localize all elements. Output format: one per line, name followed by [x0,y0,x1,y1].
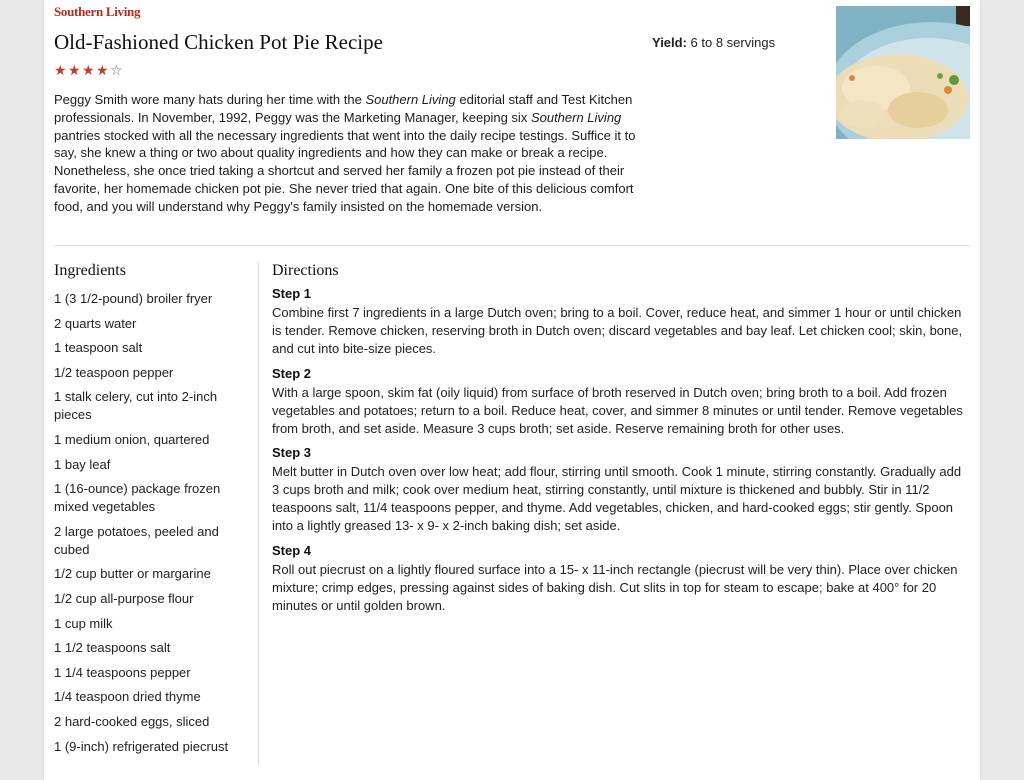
ingredient-item: 1 stalk celery, cut into 2-inch pieces [54,389,218,423]
star-empty-icon: ☆ [110,62,123,78]
ingredient-item: 1 (3 1/2-pound) broiler fryer [54,291,213,306]
intro-text: editorial staff and Test Kitchen professionals. In November, 1992, Peggy was the Marketing Manager, keeping six [54,92,633,125]
yield-value: 6 to 8 servings [690,35,776,50]
ingredient-item: 1/2 cup all-purpose flour [54,590,194,606]
step-text: Combine first 7 ingredients in a large Dutch oven; bring to a boil. Cover, reduce heat, and simmer 1 hour or until chicken is tender. Remove chicken, reserving broth in Dutch oven; discard vegetables and bay leaf. Let chicken cool; skin, bone, and cut into bite-size pieces. [272,305,963,356]
ingredient-item: 1 (9-inch) refrigerated piecrust [54,738,229,754]
yield-label: Yield: [652,35,687,50]
step-label: Step 4 [272,543,312,559]
step-text: With a large spoon, skim fat (oily liquid) from surface of broth reserved in Dutch oven; bring broth to a boil. Add frozen vegetables and potatoes; return to a boil. Reduce heat, cover, and simmer 8 minutes or until tender. Remove vegetables from broth, and set aside. Measure 3 cups broth; set aside. Reserve remaining broth for other uses. [272,384,963,436]
ingredient-item: 1/2 teaspoon pepper [54,364,174,380]
ingredients-list [54,290,244,762]
ingredient-item: 1 medium onion, quartered [54,431,210,447]
ingredient-item: 1/2 cup butter or margarine [54,566,211,582]
direction-step [272,366,970,438]
step-label: Step 1 [272,286,312,301]
intro-italic-text: Southern Living [365,92,456,107]
step-text: Melt butter in Dutch oven over low heat; add flour, stirring until smooth. Cook 1 minute, stirring constantly. Gradually add 3 cups broth and milk; cook over medium heat, stirring constantly, until mixture is thickened and bubbly. Stir in 11/2 teaspoons salt, 11/4 teaspoons pepper, and thyme. Add vegetables, chicken, and hard-cooked eggs; stir gently. Spoon into a lightly greased 13- x 9- x 2-inch baking dish; set aside. [272,464,962,534]
section-divider [54,245,970,246]
ingredient-item: 1 bay leaf [54,456,111,472]
step-label: Step 3 [272,445,312,461]
recipe-title: Old-Fashioned Chicken Pot Pie Recipe [54,30,383,54]
star-filled-icon: ★ [82,62,95,78]
star-rating [54,62,123,78]
brand-logo[interactable]: Southern Living [54,4,141,19]
intro-text: Peggy Smith wore many hats during her time with the [54,92,366,107]
recipe-photo [836,6,970,139]
ingredient-item: 1 1/2 teaspoons salt [54,640,171,656]
step-text: Roll out piecrust on a lightly floured surface into a 15- x 11-inch rectangle (piecrust will be very thin). Place over chicken mixture; crimp edges, pressing against sides of baking dish. Cut slits in top for steam to escape; bake at 400° for 20 minutes or until golden brown. [272,562,958,613]
ingredient-item: 2 hard-cooked eggs, sliced [54,713,210,729]
ingredient-item: 2 quarts water [54,315,137,331]
direction-step [272,286,970,358]
ingredient-item: 2 large potatoes, peeled and cubed [54,523,219,557]
recipe-intro [54,91,638,216]
step-label: Step 2 [272,365,312,381]
star-filled-icon: ★ [68,62,81,78]
chicken-pot-pie-photo [836,6,970,139]
ingredient-item: 1 cup milk [54,615,113,631]
intro-italic-text: Southern Living [530,109,622,125]
ingredient-item: 1/4 teaspoon dried thyme [54,689,201,705]
ingredients-heading: Ingredients [54,262,126,279]
ingredient-item: 1 (16-ounce) package frozen mixed vegetables [54,481,221,515]
star-filled-icon: ★ [96,62,109,78]
direction-step [272,543,970,615]
column-divider [258,262,259,764]
direction-step [272,445,970,535]
ingredient-item: 1 teaspoon salt [54,340,143,356]
star-filled-icon: ★ [54,62,67,78]
directions-list [272,286,970,623]
ingredient-item: 1 1/4 teaspoons pepper [54,664,191,680]
intro-text: pantries stocked with all the necessary ingredients that went into the daily recipe testings. Suffice it to say, she knew a thing or two about quality ingredients and how they can make or break a recipe. Nonetheless, she once tried taking a shortcut and served her family a frozen pot pie instead of their favorite, her homemade chicken pot pie. She never tried that again. One bite of this delicious comfort food, and you will understand why Peggy's family insisted on the homemade version. [54,127,636,214]
yield [652,35,775,50]
recipe-page [44,0,980,780]
directions-heading: Directions [272,262,339,279]
